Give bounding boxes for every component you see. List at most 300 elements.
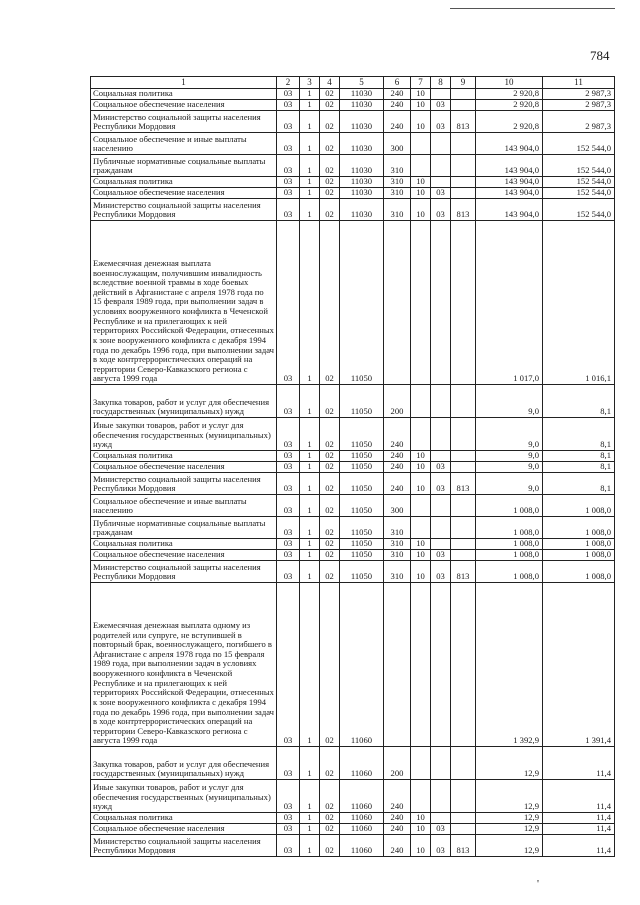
code-col-3: 1: [300, 813, 320, 824]
code-col-9: [451, 780, 476, 813]
code-col-6: 300: [384, 495, 411, 517]
code-col-9: [451, 517, 476, 539]
code-col-4: 02: [320, 824, 340, 835]
code-col-5: 11050: [340, 550, 384, 561]
code-col-3: 1: [300, 418, 320, 451]
code-col-9: [451, 221, 476, 385]
code-col-5: 11060: [340, 583, 384, 747]
item-name: Закупка товаров, работ и услуг для обеспечения государственных (муниципальных) нужд: [91, 385, 277, 418]
amount-col-11: 1 391,4: [543, 583, 615, 747]
code-col-7: 10: [411, 550, 431, 561]
item-name: Социальное обеспечение населения: [91, 188, 277, 199]
table-row: [91, 221, 615, 385]
code-col-5: 11060: [340, 747, 384, 780]
code-col-2: 03: [277, 177, 300, 188]
code-col-5: 11050: [340, 517, 384, 539]
table-row: [91, 133, 615, 155]
code-col-4: 02: [320, 177, 340, 188]
code-col-9: [451, 89, 476, 100]
amount-col-10: 1 008,0: [476, 495, 543, 517]
code-col-4: 02: [320, 539, 340, 550]
code-col-5: 11030: [340, 111, 384, 133]
code-col-2: 03: [277, 188, 300, 199]
item-name: Министерство социальной защиты населения Республики Мордовия: [91, 473, 277, 495]
table-row: [91, 813, 615, 824]
amount-col-11: 2 987,3: [543, 89, 615, 100]
item-name: Публичные нормативные социальные выплаты гражданам: [91, 517, 277, 539]
code-col-8: 03: [431, 100, 451, 111]
code-col-7: [411, 495, 431, 517]
amount-col-10: 9,0: [476, 473, 543, 495]
table-row: [91, 561, 615, 583]
amount-col-10: 143 904,0: [476, 133, 543, 155]
code-col-8: 03: [431, 824, 451, 835]
amount-col-11: 11,4: [543, 813, 615, 824]
amount-col-11: 8,1: [543, 385, 615, 418]
item-name: Социальное обеспечение населения: [91, 550, 277, 561]
code-col-6: 240: [384, 451, 411, 462]
code-col-8: 03: [431, 188, 451, 199]
code-col-4: 02: [320, 583, 340, 747]
code-col-4: 02: [320, 747, 340, 780]
table-row: [91, 539, 615, 550]
code-col-7: [411, 418, 431, 451]
amount-col-10: 9,0: [476, 418, 543, 451]
code-col-7: 10: [411, 89, 431, 100]
table-row: [91, 177, 615, 188]
code-col-3: 1: [300, 100, 320, 111]
code-col-3: 1: [300, 747, 320, 780]
code-col-9: 813: [451, 473, 476, 495]
code-col-5: 11050: [340, 495, 384, 517]
code-col-8: 03: [431, 835, 451, 857]
code-col-7: 10: [411, 539, 431, 550]
code-col-3: 1: [300, 780, 320, 813]
amount-col-11: 11,4: [543, 835, 615, 857]
code-col-9: 813: [451, 199, 476, 221]
code-col-5: 11060: [340, 824, 384, 835]
amount-col-10: 9,0: [476, 462, 543, 473]
code-col-9: [451, 451, 476, 462]
code-col-8: [431, 385, 451, 418]
amount-col-10: 12,9: [476, 824, 543, 835]
code-col-7: 10: [411, 188, 431, 199]
code-col-9: [451, 188, 476, 199]
code-col-2: 03: [277, 747, 300, 780]
code-col-8: [431, 813, 451, 824]
column-header-4: 4: [320, 77, 340, 89]
code-col-6: 310: [384, 177, 411, 188]
amount-col-11: 8,1: [543, 451, 615, 462]
code-col-5: 11030: [340, 100, 384, 111]
code-col-9: [451, 747, 476, 780]
item-name: Социальная политика: [91, 177, 277, 188]
amount-col-10: 12,9: [476, 747, 543, 780]
code-col-2: 03: [277, 780, 300, 813]
amount-col-10: 1 008,0: [476, 561, 543, 583]
code-col-2: 03: [277, 517, 300, 539]
code-col-3: 1: [300, 539, 320, 550]
code-col-7: [411, 747, 431, 780]
code-col-5: 11030: [340, 199, 384, 221]
code-col-5: 11060: [340, 835, 384, 857]
code-col-4: 02: [320, 550, 340, 561]
code-col-3: 1: [300, 111, 320, 133]
code-col-6: 200: [384, 747, 411, 780]
table-row: [91, 385, 615, 418]
page-number: 784: [590, 48, 610, 63]
item-name: Публичные нормативные социальные выплаты гражданам: [91, 155, 277, 177]
item-name: Ежемесячная денежная выплата одному из родителей или супруге, не вступившей в повторный брак, военнослужащего, погибшего в Афганистане с апреля 1978 года по 15 февраля 1989 года, при выполнении задач в условиях вооруженного конфликта в Чеченской Республике и на прилегающих к ней территориях Российской Федерации, отнесенных к зоне вооруженного конфликта с декабря 1994 года по декабрь 1996 года, при выполнении задач в ходе контртеррористических операций на территории Северо-Кавказского региона с августа 1999 года: [91, 583, 277, 747]
code-col-9: [451, 824, 476, 835]
code-col-2: 03: [277, 155, 300, 177]
amount-col-11: 152 544,0: [543, 133, 615, 155]
column-header-8: 8: [431, 77, 451, 89]
table-row: [91, 550, 615, 561]
code-col-6: 240: [384, 813, 411, 824]
code-col-2: 03: [277, 385, 300, 418]
code-col-7: 10: [411, 451, 431, 462]
amount-col-10: 1 017,0: [476, 221, 543, 385]
table-row: [91, 780, 615, 813]
code-col-8: 03: [431, 111, 451, 133]
amount-col-10: 143 904,0: [476, 199, 543, 221]
code-col-4: 02: [320, 418, 340, 451]
code-col-7: 10: [411, 100, 431, 111]
code-col-4: 02: [320, 495, 340, 517]
code-col-3: 1: [300, 188, 320, 199]
code-col-6: 300: [384, 133, 411, 155]
table-row: [91, 517, 615, 539]
code-col-9: [451, 385, 476, 418]
amount-col-11: 8,1: [543, 462, 615, 473]
code-col-5: 11050: [340, 385, 384, 418]
code-col-6: 240: [384, 89, 411, 100]
code-col-3: 1: [300, 550, 320, 561]
amount-col-10: 2 920,8: [476, 100, 543, 111]
code-col-9: [451, 100, 476, 111]
amount-col-11: 1 008,0: [543, 517, 615, 539]
code-col-7: 10: [411, 462, 431, 473]
code-col-3: 1: [300, 221, 320, 385]
code-col-2: 03: [277, 111, 300, 133]
amount-col-11: 152 544,0: [543, 188, 615, 199]
code-col-4: 02: [320, 188, 340, 199]
code-col-7: [411, 517, 431, 539]
item-name: Социальное обеспечение населения: [91, 100, 277, 111]
item-name: Министерство социальной защиты населения Республики Мордовия: [91, 199, 277, 221]
code-col-9: [451, 550, 476, 561]
code-col-8: 03: [431, 199, 451, 221]
code-col-3: 1: [300, 462, 320, 473]
code-col-5: 11050: [340, 418, 384, 451]
code-col-8: [431, 221, 451, 385]
code-col-8: 03: [431, 473, 451, 495]
item-name: Социальная политика: [91, 451, 277, 462]
code-col-4: 02: [320, 835, 340, 857]
code-col-5: 11030: [340, 177, 384, 188]
code-col-6: 240: [384, 473, 411, 495]
code-col-8: [431, 780, 451, 813]
code-col-8: [431, 133, 451, 155]
code-col-2: 03: [277, 550, 300, 561]
code-col-6: 240: [384, 100, 411, 111]
code-col-6: 200: [384, 385, 411, 418]
item-name: Социальная политика: [91, 813, 277, 824]
table-row: [91, 835, 615, 857]
code-col-8: [431, 539, 451, 550]
code-col-3: 1: [300, 385, 320, 418]
code-col-8: [431, 155, 451, 177]
code-col-4: 02: [320, 473, 340, 495]
code-col-6: 240: [384, 824, 411, 835]
item-name: Министерство социальной защиты населения Республики Мордовия: [91, 561, 277, 583]
code-col-7: [411, 221, 431, 385]
item-name: Социальное обеспечение и иные выплаты населению: [91, 495, 277, 517]
table-row: [91, 188, 615, 199]
amount-col-10: 9,0: [476, 451, 543, 462]
code-col-9: [451, 133, 476, 155]
code-col-6: 310: [384, 539, 411, 550]
code-col-3: 1: [300, 824, 320, 835]
code-col-5: 11030: [340, 188, 384, 199]
item-name: Министерство социальной защиты населения Республики Мордовия: [91, 111, 277, 133]
code-col-3: 1: [300, 199, 320, 221]
code-col-4: 02: [320, 517, 340, 539]
column-header-10: 10: [476, 77, 543, 89]
code-col-5: 11050: [340, 539, 384, 550]
amount-col-11: 8,1: [543, 473, 615, 495]
column-header-2: 2: [277, 77, 300, 89]
table-row: [91, 199, 615, 221]
code-col-4: 02: [320, 155, 340, 177]
code-col-2: 03: [277, 133, 300, 155]
column-header-7: 7: [411, 77, 431, 89]
item-name: Министерство социальной защиты населения Республики Мордовия: [91, 835, 277, 857]
code-col-5: 11060: [340, 780, 384, 813]
code-col-6: [384, 583, 411, 747]
amount-col-11: 11,4: [543, 747, 615, 780]
code-col-5: 11050: [340, 451, 384, 462]
table-row: [91, 100, 615, 111]
top-rule: [450, 8, 615, 9]
code-col-6: 240: [384, 111, 411, 133]
code-col-2: 03: [277, 583, 300, 747]
amount-col-11: 1 008,0: [543, 561, 615, 583]
code-col-6: 310: [384, 561, 411, 583]
code-col-9: [451, 462, 476, 473]
code-col-3: 1: [300, 177, 320, 188]
amount-col-11: 1 008,0: [543, 539, 615, 550]
code-col-9: 813: [451, 111, 476, 133]
code-col-4: 02: [320, 780, 340, 813]
amount-col-11: 1 016,1: [543, 221, 615, 385]
code-col-6: 310: [384, 155, 411, 177]
amount-col-11: 11,4: [543, 824, 615, 835]
column-header-11: 11: [543, 77, 615, 89]
code-col-4: 02: [320, 133, 340, 155]
amount-col-10: 143 904,0: [476, 188, 543, 199]
code-col-2: 03: [277, 561, 300, 583]
table-row: [91, 418, 615, 451]
code-col-3: 1: [300, 155, 320, 177]
item-name: Социальное обеспечение и иные выплаты населению: [91, 133, 277, 155]
code-col-6: 310: [384, 199, 411, 221]
code-col-6: 310: [384, 188, 411, 199]
amount-col-11: 8,1: [543, 418, 615, 451]
item-name: Ежемесячная денежная выплата военнослужащим, получившим инвалидность вследствие военной травмы в ходе боевых действий в Афганистане с апреля 1978 года по 15 февраля 1989 года, при выполнении задач в условиях вооруженного конфликта в Чеченской Республике и на прилегающих к ней территориях Российской Федерации, отнесенных к зоне вооруженного конфликта с декабря 1994 года по декабрь 1996 года, при выполнении задач в ходе контртеррористических операций на территории Северо-Кавказского региона с августа 1999 года: [91, 221, 277, 385]
code-col-4: 02: [320, 199, 340, 221]
code-col-3: 1: [300, 473, 320, 495]
column-header-1: 1: [91, 77, 277, 89]
code-col-4: 02: [320, 561, 340, 583]
code-col-8: [431, 89, 451, 100]
code-col-6: 240: [384, 835, 411, 857]
code-col-2: 03: [277, 813, 300, 824]
table-row: [91, 462, 615, 473]
item-name: Социальное обеспечение населения: [91, 824, 277, 835]
code-col-8: [431, 495, 451, 517]
code-col-2: 03: [277, 199, 300, 221]
code-col-3: 1: [300, 89, 320, 100]
table-header-row: [91, 77, 615, 89]
code-col-4: 02: [320, 89, 340, 100]
code-col-5: 11060: [340, 813, 384, 824]
amount-col-11: 152 544,0: [543, 199, 615, 221]
code-col-4: 02: [320, 100, 340, 111]
code-col-4: 02: [320, 451, 340, 462]
code-col-7: 10: [411, 177, 431, 188]
code-col-6: 310: [384, 550, 411, 561]
code-col-4: 02: [320, 111, 340, 133]
bottom-mark: ': [537, 878, 539, 890]
code-col-5: 11050: [340, 473, 384, 495]
item-name: Иные закупки товаров, работ и услуг для обеспечения государственных (муниципальных) нужд: [91, 780, 277, 813]
code-col-5: 11050: [340, 462, 384, 473]
amount-col-10: 1 008,0: [476, 539, 543, 550]
amount-col-11: 1 008,0: [543, 495, 615, 517]
amount-col-10: 143 904,0: [476, 177, 543, 188]
code-col-2: 03: [277, 495, 300, 517]
code-col-8: 03: [431, 561, 451, 583]
column-header-3: 3: [300, 77, 320, 89]
item-name: Социальное обеспечение населения: [91, 462, 277, 473]
code-col-5: 11030: [340, 155, 384, 177]
code-col-2: 03: [277, 100, 300, 111]
code-col-6: [384, 221, 411, 385]
amount-col-11: 2 987,3: [543, 111, 615, 133]
code-col-9: 813: [451, 561, 476, 583]
code-col-7: 10: [411, 473, 431, 495]
code-col-7: 10: [411, 111, 431, 133]
code-col-8: [431, 451, 451, 462]
code-col-2: 03: [277, 221, 300, 385]
column-header-5: 5: [340, 77, 384, 89]
table-row: [91, 111, 615, 133]
code-col-3: 1: [300, 517, 320, 539]
amount-col-11: 11,4: [543, 780, 615, 813]
code-col-4: 02: [320, 221, 340, 385]
code-col-7: [411, 385, 431, 418]
amount-col-10: 1 392,9: [476, 583, 543, 747]
code-col-7: [411, 155, 431, 177]
table-body: [91, 89, 615, 857]
code-col-9: 813: [451, 835, 476, 857]
code-col-5: 11030: [340, 89, 384, 100]
code-col-2: 03: [277, 539, 300, 550]
column-header-9: 9: [451, 77, 476, 89]
code-col-2: 03: [277, 451, 300, 462]
code-col-8: 03: [431, 462, 451, 473]
budget-table: [90, 76, 615, 857]
code-col-3: 1: [300, 451, 320, 462]
code-col-2: 03: [277, 418, 300, 451]
code-col-2: 03: [277, 473, 300, 495]
code-col-7: 10: [411, 561, 431, 583]
code-col-9: [451, 155, 476, 177]
code-col-9: [451, 539, 476, 550]
code-col-6: 240: [384, 780, 411, 813]
code-col-3: 1: [300, 561, 320, 583]
code-col-4: 02: [320, 813, 340, 824]
column-header-6: 6: [384, 77, 411, 89]
code-col-3: 1: [300, 133, 320, 155]
code-col-5: 11050: [340, 561, 384, 583]
code-col-8: [431, 517, 451, 539]
amount-col-11: 2 987,3: [543, 100, 615, 111]
amount-col-11: 152 544,0: [543, 155, 615, 177]
amount-col-11: 152 544,0: [543, 177, 615, 188]
table-row: [91, 583, 615, 747]
table-row: [91, 473, 615, 495]
code-col-9: [451, 177, 476, 188]
code-col-2: 03: [277, 835, 300, 857]
amount-col-10: 9,0: [476, 385, 543, 418]
code-col-8: [431, 177, 451, 188]
code-col-6: 240: [384, 462, 411, 473]
code-col-3: 1: [300, 835, 320, 857]
amount-col-10: 12,9: [476, 813, 543, 824]
code-col-2: 03: [277, 824, 300, 835]
code-col-8: 03: [431, 550, 451, 561]
code-col-9: [451, 418, 476, 451]
amount-col-10: 1 008,0: [476, 517, 543, 539]
code-col-7: [411, 780, 431, 813]
code-col-4: 02: [320, 462, 340, 473]
code-col-4: 02: [320, 385, 340, 418]
amount-col-10: 12,9: [476, 780, 543, 813]
code-col-3: 1: [300, 583, 320, 747]
item-name: Иные закупки товаров, работ и услуг для обеспечения государственных (муниципальных) нужд: [91, 418, 277, 451]
code-col-2: 03: [277, 89, 300, 100]
amount-col-10: 1 008,0: [476, 550, 543, 561]
table-row: [91, 495, 615, 517]
code-col-7: 10: [411, 824, 431, 835]
item-name: Закупка товаров, работ и услуг для обеспечения государственных (муниципальных) нужд: [91, 747, 277, 780]
code-col-2: 03: [277, 462, 300, 473]
code-col-8: [431, 418, 451, 451]
amount-col-11: 1 008,0: [543, 550, 615, 561]
amount-col-10: 143 904,0: [476, 155, 543, 177]
amount-col-10: 2 920,8: [476, 89, 543, 100]
code-col-7: 10: [411, 813, 431, 824]
code-col-9: [451, 813, 476, 824]
item-name: Социальная политика: [91, 89, 277, 100]
code-col-7: 10: [411, 199, 431, 221]
table-row: [91, 451, 615, 462]
code-col-6: 310: [384, 517, 411, 539]
table-row: [91, 747, 615, 780]
